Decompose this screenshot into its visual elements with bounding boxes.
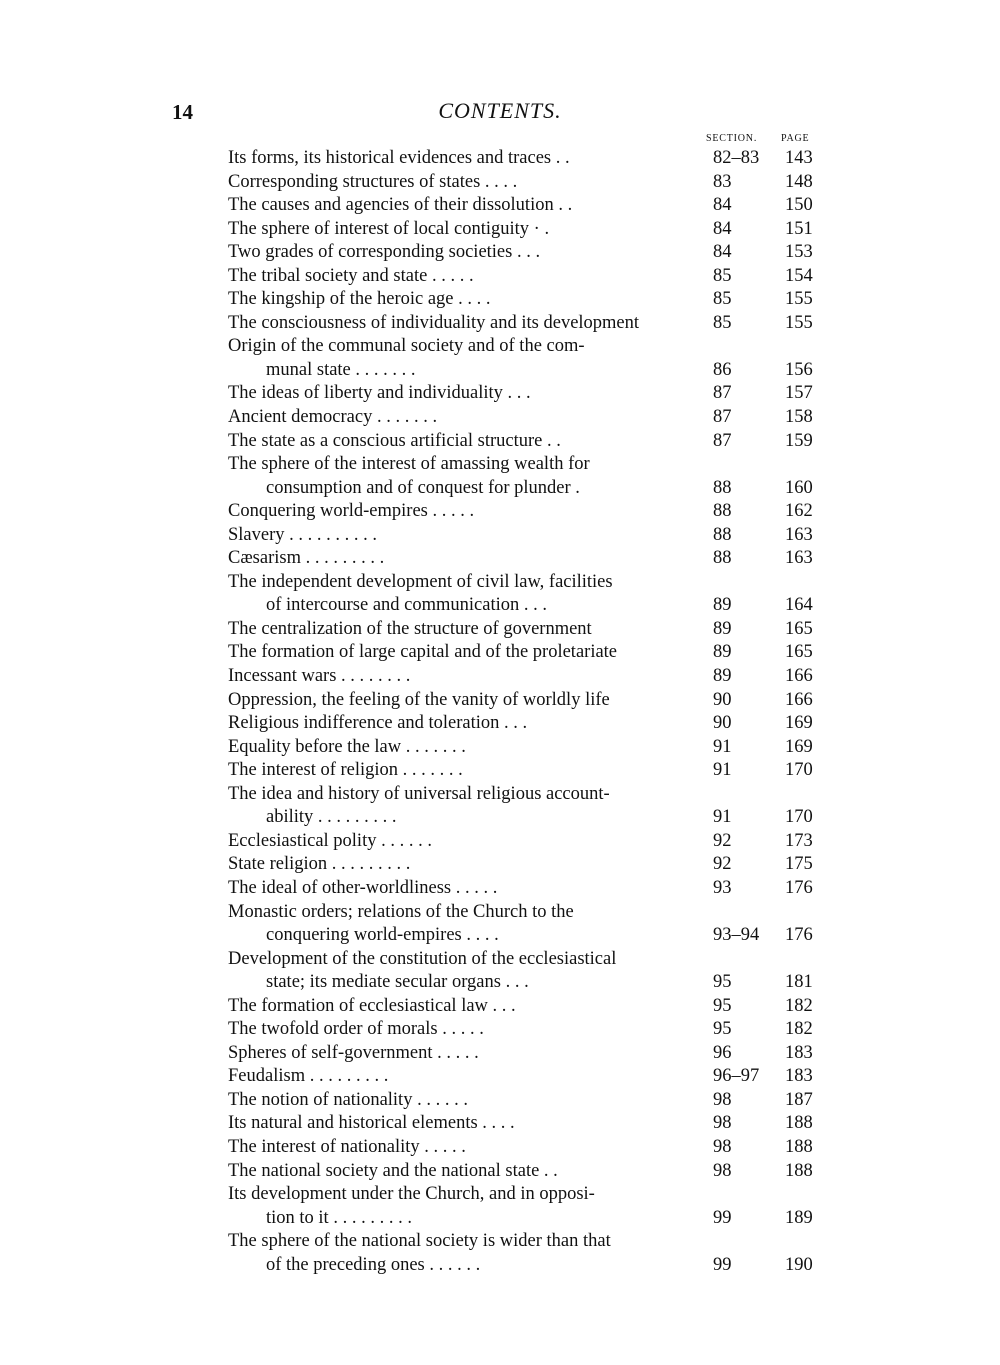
- toc-entry-title: of the preceding ones . . . . . .: [266, 1254, 481, 1275]
- toc-entry-page: 143: [785, 148, 813, 168]
- toc-entry-page: 169: [785, 736, 813, 757]
- toc-entry: [228, 1089, 828, 1113]
- toc-entry-page: 188: [785, 1160, 813, 1181]
- toc-entry: [228, 924, 828, 948]
- toc-entry-page: 155: [785, 312, 813, 333]
- toc-entry: [228, 877, 828, 901]
- toc-entry-section: 85: [713, 289, 732, 310]
- toc-entry-title: ability . . . . . . . . .: [266, 807, 397, 828]
- toc-entry: [228, 971, 828, 995]
- toc-entry: [228, 1254, 828, 1278]
- toc-entry-title: The independent development of civil law, facilities: [228, 571, 613, 592]
- toc-entry-title: state; its mediate secular organs . . .: [266, 972, 529, 993]
- toc-entry: [228, 288, 828, 312]
- toc-entry-title: The formation of large capital and of the proletariate: [228, 642, 618, 663]
- toc-entry-section: 95: [713, 1019, 732, 1040]
- toc-entry-title: of intercourse and communication . . .: [266, 595, 548, 616]
- toc-entry-title: The consciousness of individuality and its development: [228, 312, 640, 333]
- toc-entry-page: 158: [785, 407, 813, 428]
- toc-entry-title: The sphere of the interest of amassing wealth for: [228, 454, 590, 475]
- toc-entry-title: conquering world-empires . . . .: [266, 925, 499, 946]
- toc-entry-title: Feudalism . . . . . . . . .: [228, 1066, 389, 1087]
- toc-entry-section: 88: [713, 501, 732, 522]
- toc-entry-page: 173: [785, 830, 813, 851]
- toc-entry-page: 170: [785, 760, 813, 781]
- toc-entry-title: The national society and the national state . .: [228, 1160, 558, 1181]
- toc-entry-page: 159: [785, 430, 813, 451]
- toc-entry-title: The notion of nationality . . . . . .: [228, 1089, 468, 1110]
- toc-entry-section: 84: [713, 218, 732, 239]
- toc-entry: [228, 1065, 828, 1089]
- toc-entry-section: 93: [713, 877, 732, 898]
- toc-entry-page: 166: [785, 666, 813, 687]
- toc-entry-page: 164: [785, 595, 813, 616]
- toc-entry-title: The sphere of the national society is wider than that: [228, 1231, 611, 1252]
- toc-entry: [228, 901, 828, 925]
- toc-entry-title: Ancient democracy . . . . . . .: [228, 407, 438, 428]
- toc-entry-page: 153: [785, 242, 813, 263]
- toc-entry-section: 92: [713, 854, 732, 875]
- toc-entry-page: 176: [785, 877, 813, 898]
- toc-entry-section: 89: [713, 642, 732, 663]
- toc-entry-section: 84: [713, 242, 732, 263]
- toc-entry-title: The twofold order of morals . . . . .: [228, 1019, 484, 1040]
- toc-entry-title: The tribal society and state . . . . .: [228, 265, 474, 286]
- toc-entry: [228, 477, 828, 501]
- toc-entry-page: 187: [785, 1089, 813, 1110]
- toc-entry-title: The causes and agencies of their dissolution . .: [228, 195, 573, 216]
- toc-entry-title: The formation of ecclesiastical law . . .: [228, 995, 516, 1016]
- table-of-contents: [228, 147, 828, 1277]
- toc-entry-page: 160: [785, 477, 813, 498]
- toc-entry-page: 183: [785, 1042, 813, 1063]
- toc-entry-title: Origin of the communal society and of the com-: [228, 336, 585, 357]
- toc-entry-section: 91: [713, 736, 732, 757]
- toc-entry: [228, 806, 828, 830]
- toc-entry: [228, 1018, 828, 1042]
- toc-entry: [228, 218, 828, 242]
- toc-entry-title: munal state . . . . . . .: [266, 359, 416, 380]
- toc-entry: [228, 759, 828, 783]
- toc-entry: [228, 359, 828, 383]
- toc-entry-section: 95: [713, 995, 732, 1016]
- toc-entry-page: 169: [785, 713, 813, 734]
- toc-entry-title: Corresponding structures of states . . . .: [228, 171, 518, 192]
- toc-entry-title: Its forms, its historical evidences and traces . .: [228, 148, 570, 168]
- toc-entry-page: 156: [785, 359, 813, 380]
- toc-entry-section: 99: [713, 1254, 732, 1275]
- toc-entry-section: 85: [713, 312, 732, 333]
- toc-entry-title: State religion . . . . . . . . .: [228, 854, 411, 875]
- toc-entry: [228, 265, 828, 289]
- toc-entry: [228, 547, 828, 571]
- toc-entry-title: Equality before the law . . . . . . .: [228, 736, 466, 757]
- toc-entry-page: 190: [785, 1254, 813, 1275]
- toc-entry: [228, 830, 828, 854]
- toc-entry-section: 98: [713, 1089, 732, 1110]
- toc-entry-title: Its natural and historical elements . . . .: [228, 1113, 515, 1134]
- toc-entry-section: 92: [713, 830, 732, 851]
- toc-entry-page: 181: [785, 972, 813, 993]
- running-title: CONTENTS.: [438, 98, 562, 123]
- toc-entry: [228, 1042, 828, 1066]
- toc-entry-page: 182: [785, 1019, 813, 1040]
- toc-entry: [228, 1183, 828, 1207]
- toc-entry: [228, 453, 828, 477]
- toc-entry: [228, 1207, 828, 1231]
- toc-entry-page: 150: [785, 195, 813, 216]
- section-column-header: SECTION.: [706, 133, 758, 144]
- toc-entry-title: The centralization of the structure of government: [228, 618, 592, 639]
- toc-entry-section: 90: [713, 713, 732, 734]
- toc-entry-section: 85: [713, 265, 732, 286]
- toc-entry-title: Slavery . . . . . . . . . .: [228, 524, 378, 545]
- toc-entry-page: 183: [785, 1066, 813, 1087]
- toc-entry-section: 99: [713, 1207, 732, 1228]
- toc-entry-page: 175: [785, 854, 813, 875]
- toc-entry-title: The interest of religion . . . . . . .: [228, 760, 463, 781]
- page-column-header: PAGE: [781, 133, 810, 144]
- toc-entry: [228, 500, 828, 524]
- toc-entry: [228, 1112, 828, 1136]
- toc-entry-section: 88: [713, 548, 732, 569]
- toc-entry-title: Ecclesiastical polity . . . . . .: [228, 830, 432, 851]
- toc-entry-page: 162: [785, 501, 813, 522]
- toc-entry-section: 84: [713, 195, 732, 216]
- toc-entry-page: 166: [785, 689, 813, 710]
- toc-entry-section: 96: [713, 1042, 732, 1063]
- toc-entry: [228, 736, 828, 760]
- toc-entry-section: 89: [713, 595, 732, 616]
- toc-entry-title: Spheres of self-government . . . . .: [228, 1042, 479, 1063]
- toc-entry-section: 87: [713, 430, 732, 451]
- toc-entry-page: 154: [785, 265, 813, 286]
- toc-entry: [228, 853, 828, 877]
- toc-entry-page: 148: [785, 171, 813, 192]
- toc-entry-page: 165: [785, 642, 813, 663]
- toc-entry-title: The interest of nationality . . . . .: [228, 1136, 466, 1157]
- toc-entry: [228, 1136, 828, 1160]
- toc-entry-page: 189: [785, 1207, 813, 1228]
- toc-entry-title: Development of the constitution of the ecclesiastical: [228, 948, 617, 969]
- toc-entry-title: The idea and history of universal religious account-: [228, 783, 610, 804]
- toc-entry-page: 170: [785, 807, 813, 828]
- toc-entry-title: The ideas of liberty and individuality . . .: [228, 383, 531, 404]
- toc-entry-page: 163: [785, 548, 813, 569]
- toc-entry: [228, 689, 828, 713]
- toc-entry-title: consumption and of conquest for plunder .: [266, 477, 580, 498]
- toc-entry-section: 87: [713, 407, 732, 428]
- page-number: 14: [172, 100, 193, 124]
- toc-entry-page: 188: [785, 1113, 813, 1134]
- toc-entry: [228, 1230, 828, 1254]
- toc-entry-section: 86: [713, 359, 732, 380]
- toc-entry-section: 89: [713, 618, 732, 639]
- column-headers: [0, 133, 1000, 147]
- toc-entry: [228, 641, 828, 665]
- toc-entry-title: Oppression, the feeling of the vanity of worldly life: [228, 689, 610, 710]
- toc-entry-section: 89: [713, 666, 732, 687]
- toc-entry: [228, 241, 828, 265]
- toc-entry-page: 163: [785, 524, 813, 545]
- toc-entry-section: 88: [713, 477, 732, 498]
- toc-entry-section: 98: [713, 1113, 732, 1134]
- toc-entry-title: Cæsarism . . . . . . . . .: [228, 548, 385, 569]
- toc-entry-page: 155: [785, 289, 813, 310]
- toc-entry-section: 98: [713, 1160, 732, 1181]
- toc-entry-page: 165: [785, 618, 813, 639]
- toc-entry-title: Incessant wars . . . . . . . .: [228, 666, 411, 687]
- toc-entry: [228, 147, 828, 171]
- toc-entry: [228, 995, 828, 1019]
- toc-entry: [228, 335, 828, 359]
- toc-entry-section: 91: [713, 760, 732, 781]
- toc-entry: [228, 1160, 828, 1184]
- toc-entry: [228, 524, 828, 548]
- toc-entry-title: Conquering world-empires . . . . .: [228, 501, 475, 522]
- toc-entry: [228, 712, 828, 736]
- toc-entry: [228, 948, 828, 972]
- toc-entry: [228, 194, 828, 218]
- toc-entry: [228, 665, 828, 689]
- toc-entry: [228, 594, 828, 618]
- toc-entry: [228, 312, 828, 336]
- toc-entry-page: 176: [785, 925, 813, 946]
- toc-entry: [228, 430, 828, 454]
- toc-entry-section: 82–83: [713, 148, 760, 168]
- toc-entry-section: 96–97: [713, 1066, 760, 1087]
- toc-entry-title: The kingship of the heroic age . . . .: [228, 289, 491, 310]
- toc-entry-title: Its development under the Church, and in opposi-: [228, 1184, 595, 1205]
- toc-entry-section: 91: [713, 807, 732, 828]
- toc-entry-page: 157: [785, 383, 813, 404]
- toc-entry: [228, 406, 828, 430]
- toc-entry-section: 87: [713, 383, 732, 404]
- toc-entry-page: 151: [785, 218, 813, 239]
- toc-entry-title: The sphere of interest of local contiguity · .: [228, 218, 550, 239]
- toc-entry-page: 188: [785, 1136, 813, 1157]
- toc-entry-title: The ideal of other-worldliness . . . . .: [228, 877, 498, 898]
- toc-entry-title: tion to it . . . . . . . . .: [266, 1207, 412, 1228]
- toc-entry-section: 95: [713, 972, 732, 993]
- toc-entry: [228, 382, 828, 406]
- toc-entry: [228, 171, 828, 195]
- toc-entry-section: 98: [713, 1136, 732, 1157]
- toc-entry-title: The state as a conscious artificial structure . .: [228, 430, 561, 451]
- toc-entry-title: Two grades of corresponding societies . . .: [228, 242, 541, 263]
- toc-entry: [228, 571, 828, 595]
- toc-entry-title: Religious indifference and toleration . . .: [228, 713, 528, 734]
- toc-entry-section: 88: [713, 524, 732, 545]
- toc-entry-section: 83: [713, 171, 732, 192]
- toc-entry-section: 90: [713, 689, 732, 710]
- toc-entry-page: 182: [785, 995, 813, 1016]
- toc-entry-section: 93–94: [713, 925, 760, 946]
- toc-entry: [228, 783, 828, 807]
- toc-entry: [228, 618, 828, 642]
- toc-entry-title: Monastic orders; relations of the Church to the: [228, 901, 574, 922]
